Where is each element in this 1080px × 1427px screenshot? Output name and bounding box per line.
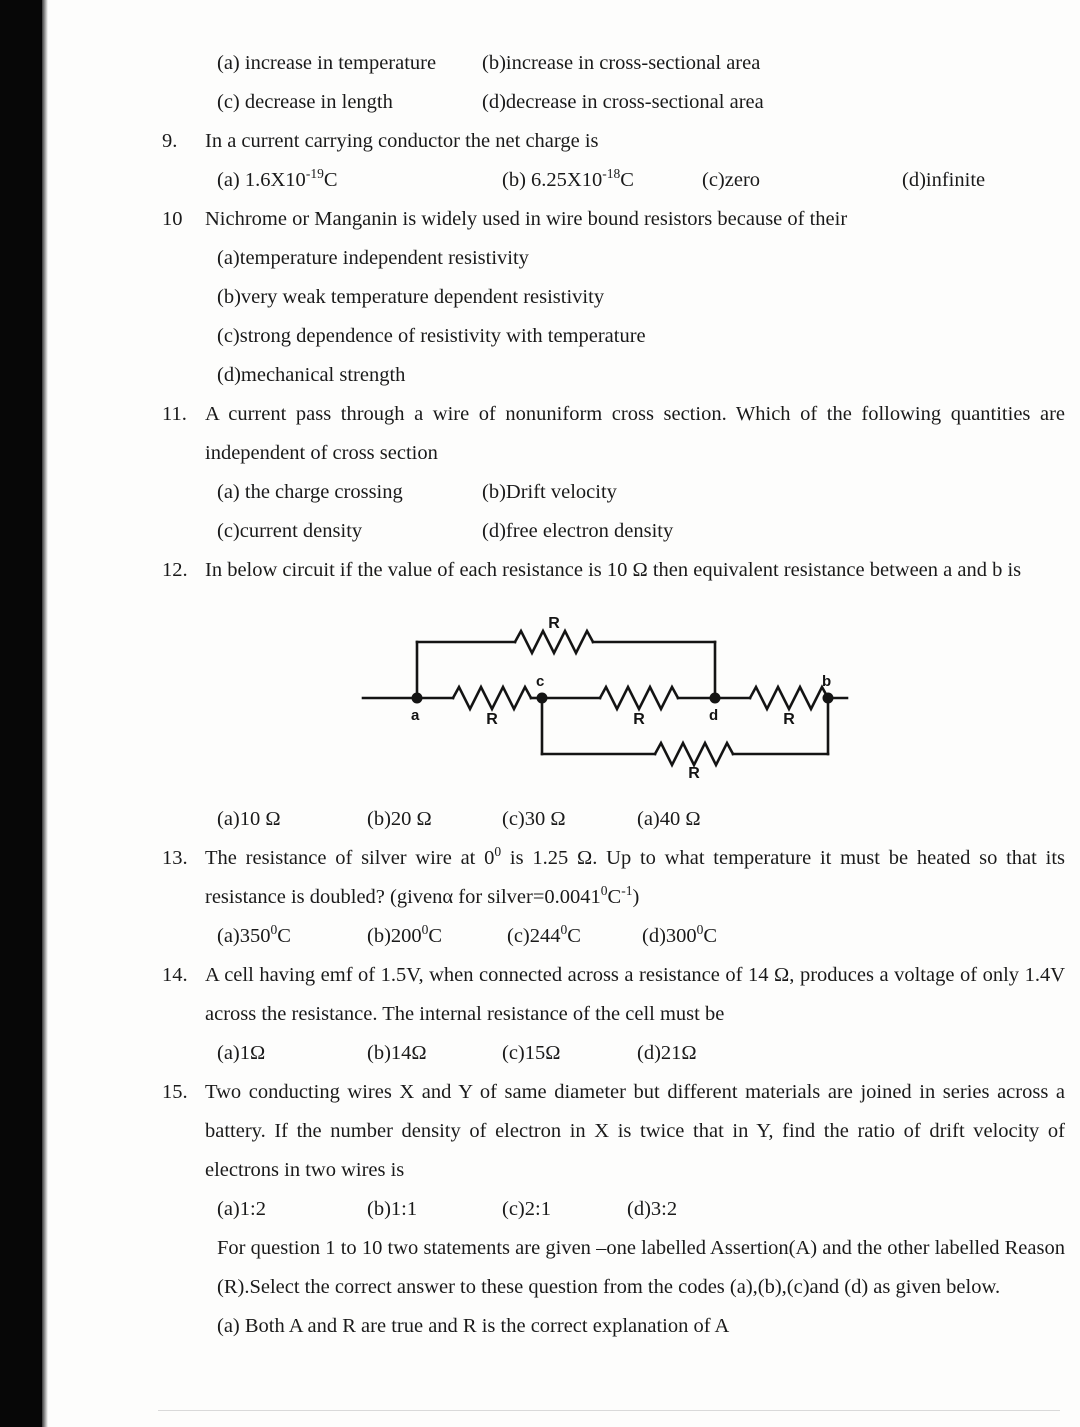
question-15 bbox=[150, 1073, 1065, 1190]
option-c: (c)15Ω bbox=[502, 1042, 561, 1064]
option-d-label: (d)decrease in cross-sectional area bbox=[482, 91, 764, 113]
option-row bbox=[150, 44, 1065, 83]
option-d-tail: C bbox=[703, 925, 718, 947]
question-9 bbox=[150, 122, 1065, 161]
resistor-label-top: R bbox=[548, 615, 560, 632]
circuit-diagram-container bbox=[150, 596, 1065, 796]
assertion-reason-option-a: (a) Both A and R are true and R is the correct explanation of A bbox=[217, 1315, 730, 1337]
option-row bbox=[150, 1190, 1065, 1229]
option-a-base: (a) 1.6X10 bbox=[217, 169, 306, 191]
option-b: (b)14Ω bbox=[367, 1042, 427, 1064]
option-c: (c)zero bbox=[702, 169, 761, 191]
question-number: 10 bbox=[162, 208, 183, 230]
option-c-label: (c) decrease in length bbox=[217, 91, 393, 113]
option-d: (d)3:2 bbox=[627, 1198, 678, 1220]
stem-part-4: ) bbox=[632, 886, 640, 908]
option-row bbox=[150, 83, 1065, 122]
resistor-label-series-2: R bbox=[633, 711, 645, 728]
option-b: (b)Drift velocity bbox=[482, 481, 617, 503]
option-a bbox=[217, 917, 367, 956]
option-a: (a)1:2 bbox=[217, 1198, 266, 1220]
question-stem bbox=[205, 839, 1065, 917]
option-a-exponent: 0 bbox=[270, 922, 278, 938]
option-a: (a) the charge crossing bbox=[217, 481, 403, 503]
option-b: (b)1:1 bbox=[367, 1198, 418, 1220]
option-b-exponent: 0 bbox=[421, 922, 429, 938]
node-b-dot bbox=[823, 693, 834, 704]
question-number: 9. bbox=[162, 130, 178, 152]
option-b-tail: C bbox=[620, 169, 634, 191]
option-d: (a)40 Ω bbox=[637, 808, 701, 830]
circuit-diagram bbox=[355, 596, 855, 786]
question-number: 13. bbox=[162, 847, 188, 869]
node-a-dot bbox=[412, 693, 423, 704]
option-d bbox=[642, 917, 717, 956]
stem-sup-1: 0 bbox=[494, 844, 502, 860]
option-a: (a)10 Ω bbox=[217, 808, 281, 830]
node-label-a: a bbox=[411, 707, 420, 724]
option-c: (c)strong dependence of resistivity with temperature bbox=[217, 325, 646, 347]
option-row bbox=[150, 473, 1065, 512]
option-d: (d)21Ω bbox=[637, 1042, 697, 1064]
option-a: (a)temperature independent resistivity bbox=[217, 247, 529, 269]
option-b-base: (b)200 bbox=[367, 925, 422, 947]
question-number: 12. bbox=[162, 559, 188, 581]
question-stem: Nichrome or Manganin is widely used in wire bound resistors because of their bbox=[205, 208, 848, 230]
node-label-c: c bbox=[536, 673, 545, 690]
stem-part-2: is 1.25 Ω. Up to what temperature it must be heated so that its resistance is doubled? (givenα for silver=0.0041 bbox=[205, 847, 1065, 908]
node-c-dot bbox=[537, 693, 548, 704]
assertion-reason-instructions: For question 1 to 10 two statements are given –one labelled Assertion(A) and the other labelled Reason (R).Select the correct answer to these question from the codes (a),(b),(c)and (d) as given below. bbox=[217, 1237, 1065, 1298]
option-a-exponent: -19 bbox=[305, 166, 324, 182]
option-row bbox=[150, 1034, 1065, 1073]
option-c bbox=[507, 917, 642, 956]
stem-sup-3: -1 bbox=[621, 883, 633, 899]
node-label-d: d bbox=[709, 707, 719, 724]
option-d: (d)free electron density bbox=[482, 520, 674, 542]
resistor-label-bottom: R bbox=[688, 765, 700, 782]
question-stem: Two conducting wires X and Y of same diameter but different materials are joined in series across a battery. If the number density of electron in X is twice that in Y, find the ratio of drift velocity of electrons in two wires is bbox=[205, 1081, 1065, 1181]
document-content bbox=[150, 44, 1065, 1346]
option-b-tail: C bbox=[428, 925, 443, 947]
stem-sup-2: 0 bbox=[600, 883, 608, 899]
option-d-exponent: 0 bbox=[696, 922, 704, 938]
option-a-label: (a) increase in temperature bbox=[217, 52, 437, 74]
option-d: (d)mechanical strength bbox=[217, 364, 406, 386]
option-b-label: (b)increase in cross-sectional area bbox=[482, 52, 761, 74]
option-b: (b)20 Ω bbox=[367, 808, 432, 830]
option-c: (c)2:1 bbox=[502, 1198, 551, 1220]
option-a bbox=[217, 161, 502, 200]
option-b-exponent: -18 bbox=[602, 166, 621, 182]
stem-part-1: The resistance of silver wire at 0 bbox=[205, 847, 495, 869]
option-row bbox=[150, 800, 1065, 839]
option-c-exponent: 0 bbox=[560, 922, 568, 938]
option-b bbox=[502, 161, 702, 200]
option-c-tail: C bbox=[567, 925, 581, 947]
resistor-label-series-1: R bbox=[486, 711, 498, 728]
option-c: (c)30 Ω bbox=[502, 808, 566, 830]
question-10 bbox=[150, 200, 1065, 239]
option-a-base: (a)350 bbox=[217, 925, 271, 947]
node-d-dot bbox=[710, 693, 721, 704]
option-b-base: (b) 6.25X10 bbox=[502, 169, 603, 191]
option-d: (d)infinite bbox=[902, 169, 986, 191]
question-number: 14. bbox=[162, 964, 188, 986]
question-number: 15. bbox=[162, 1081, 188, 1103]
question-stem: In a current carrying conductor the net charge is bbox=[205, 130, 599, 152]
question-13 bbox=[150, 839, 1065, 917]
node-label-b: b bbox=[822, 673, 832, 690]
option-a-tail: C bbox=[323, 169, 338, 191]
scan-edge-left bbox=[0, 0, 42, 1427]
option-b bbox=[367, 917, 507, 956]
question-stem: In below circuit if the value of each resistance is 10 Ω then equivalent resistance between a and b is bbox=[205, 559, 1022, 581]
option-row bbox=[150, 917, 1065, 956]
option-c: (c)current density bbox=[217, 520, 363, 542]
question-14 bbox=[150, 956, 1065, 1034]
resistor-label-series-3: R bbox=[783, 711, 795, 728]
option-a-tail: C bbox=[277, 925, 291, 947]
scan-edge-left-gradient bbox=[42, 0, 48, 1427]
footer-divider bbox=[158, 1410, 1060, 1411]
option-a: (a)1Ω bbox=[217, 1042, 266, 1064]
stem-part-3: C bbox=[607, 886, 622, 908]
option-row bbox=[150, 161, 1065, 200]
question-stem: A cell having emf of 1.5V, when connected across a resistance of 14 Ω, produces a voltage of only 1.4V across the resistance. The internal resistance of the cell must be bbox=[205, 964, 1065, 1025]
option-c-base: (c)244 bbox=[507, 925, 561, 947]
question-11 bbox=[150, 395, 1065, 473]
question-number: 11. bbox=[162, 403, 187, 425]
question-12 bbox=[150, 551, 1065, 590]
option-b: (b)very weak temperature dependent resistivity bbox=[217, 286, 605, 308]
option-row bbox=[150, 512, 1065, 551]
question-stem: A current pass through a wire of nonuniform cross section. Which of the following quantities are independent of cross section bbox=[205, 403, 1065, 464]
option-d-base: (d)300 bbox=[642, 925, 697, 947]
